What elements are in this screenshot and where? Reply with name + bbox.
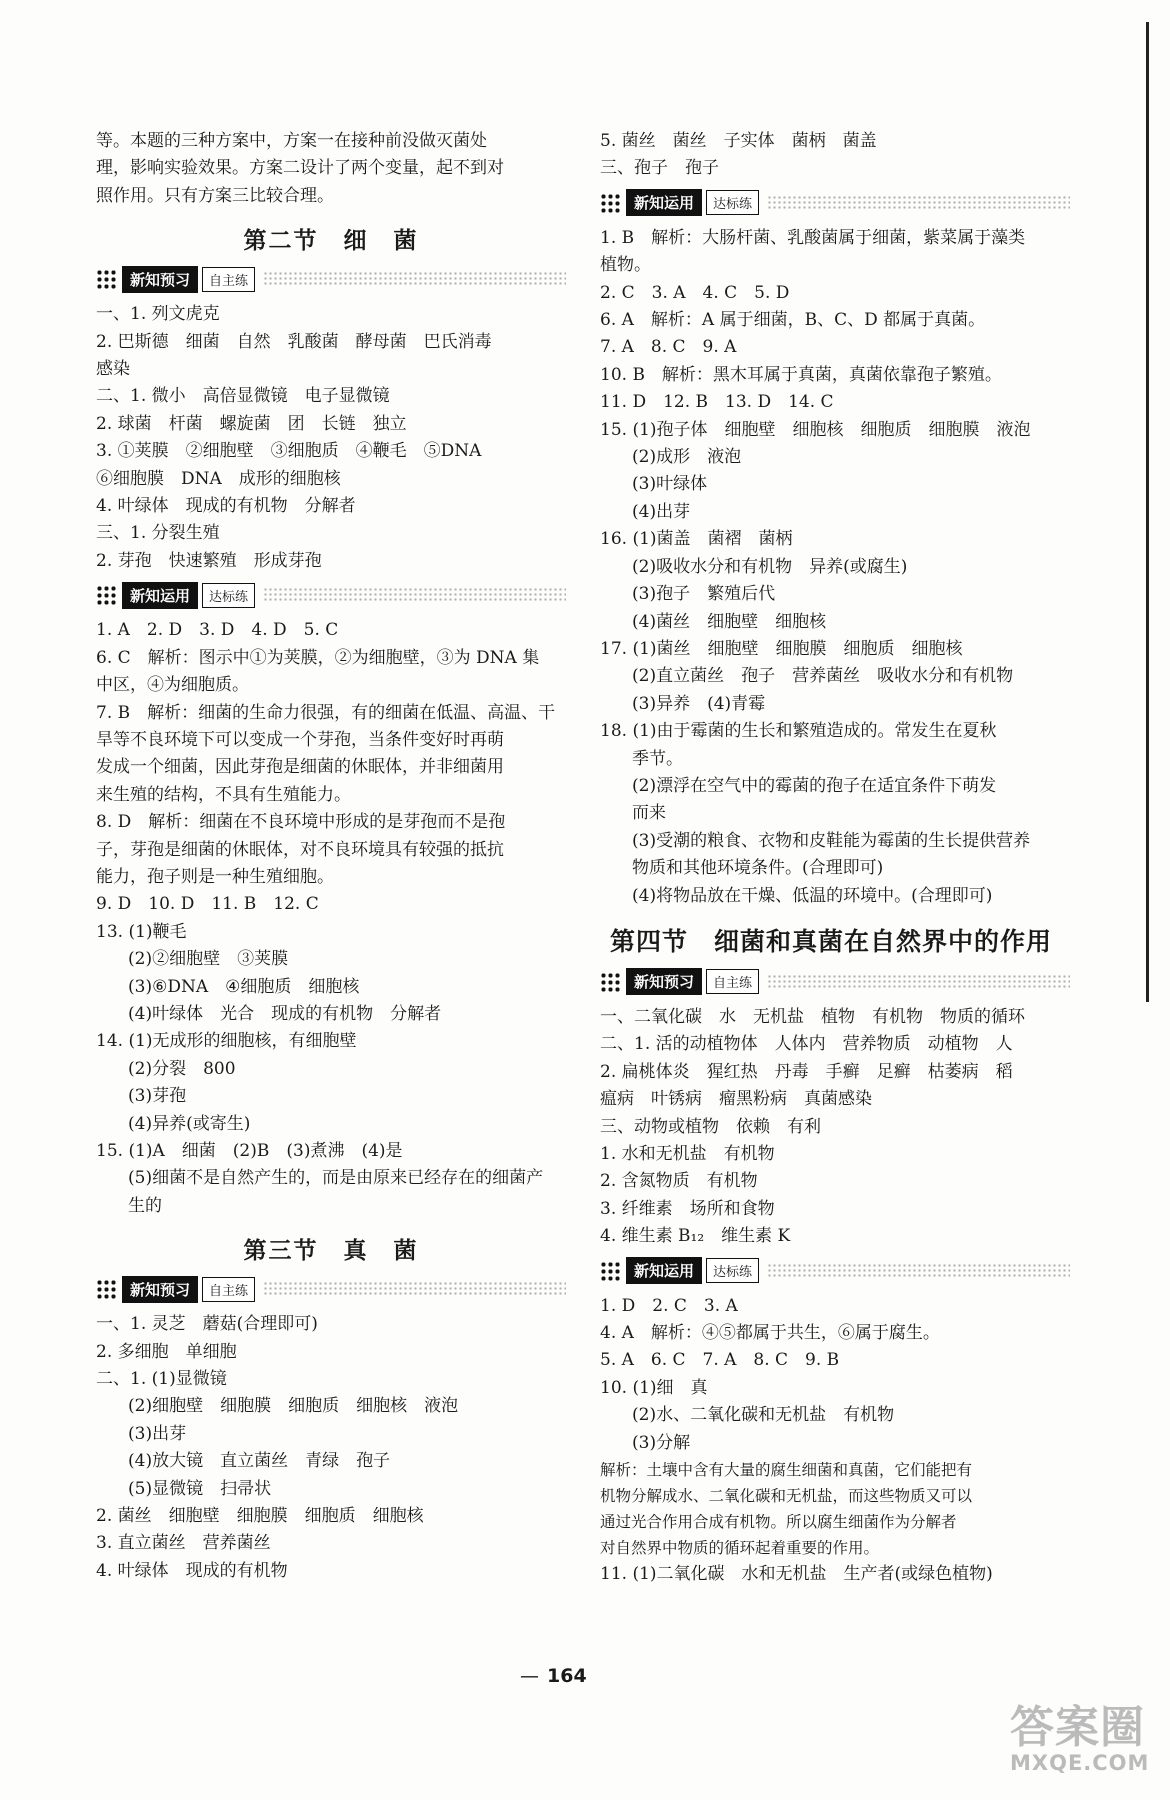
answer-line: 三、1. 分裂生殖 xyxy=(96,523,220,544)
watermark-top: 答案圈 xyxy=(1010,1702,1145,1753)
answer-line: 3. 纤维素 场所和食物 xyxy=(600,1198,775,1219)
banner-tag: 自主练 xyxy=(202,1277,255,1302)
answer-line: (5)细菌不是自然产生的，而是由原来已经存在的细菌产 xyxy=(128,1168,544,1189)
answer-line: 10. (1)细 真 xyxy=(600,1377,708,1398)
banner-label: 新知预习 xyxy=(122,266,198,293)
answer-line: (5)显微镜 扫帚状 xyxy=(128,1478,272,1499)
answer-line: 2. 扁桃体炎 猩红热 丹毒 手癣 足癣 枯萎病 稻 xyxy=(600,1061,1013,1082)
dot-grid-icon xyxy=(96,1279,116,1299)
banner-dots xyxy=(263,271,566,287)
answer-line: 15. (1)孢子体 细胞壁 细胞核 细胞质 细胞膜 液泡 xyxy=(600,419,1031,440)
answer-line: 二、1. 活的动植物体 人体内 营养物质 动植物 人 xyxy=(600,1034,1013,1055)
banner-tag: 达标练 xyxy=(202,583,255,608)
answer-line: (2)吸收水分和有机物 异养(或腐生) xyxy=(632,556,908,577)
answer-line: (2)分裂 800 xyxy=(128,1058,236,1079)
answer-line: 一、1. 列文虎克 xyxy=(96,304,220,325)
section-banner xyxy=(600,1257,1070,1285)
margin-rule xyxy=(1146,22,1149,1002)
answer-line: 4. 维生素 B₁₂ 维生素 K xyxy=(600,1226,791,1247)
answer-line: (3)异养 (4)青霉 xyxy=(632,693,766,714)
answer-line: (2)成形 液泡 xyxy=(632,447,742,468)
answer-line: 一、二氧化碳 水 无机盐 植物 有机物 物质的循环 xyxy=(600,1006,1025,1027)
answer-line: 11. D 12. B 13. D 14. C xyxy=(600,392,834,413)
watermark-bottom: MXQE.COM xyxy=(1010,1751,1150,1775)
answer-line: 14. (1)无成形的细胞核，有细胞壁 xyxy=(96,1031,357,1052)
banner-tag: 自主练 xyxy=(706,969,759,994)
answer-line: 子，芽孢是细菌的休眠体，对不良环境具有较强的抵抗 xyxy=(96,839,504,860)
answer-line: 旱等不良环境下可以变成一个芽孢，当条件变好时再萌 xyxy=(96,729,504,750)
answer-line: 理，影响实验效果。方案二设计了两个变量，起不到对 xyxy=(96,158,504,179)
section-banner xyxy=(600,189,1070,217)
banner-label: 新知预习 xyxy=(122,1276,198,1303)
section-title: 第四节 细菌和真菌在自然界中的作用 xyxy=(610,926,1053,956)
answer-line: 13. (1)鞭毛 xyxy=(96,921,187,942)
answer-line: 9. D 10. D 11. B 12. C xyxy=(96,894,319,915)
answer-line: (3)受潮的粮食、衣物和皮鞋能为霉菌的生长提供营养 xyxy=(632,830,1031,851)
answer-line: 植物。 xyxy=(600,255,651,276)
answer-line: 3. 直立菌丝 营养菌丝 xyxy=(96,1533,271,1554)
answer-line: 二、1. 微小 高倍显微镜 电子显微镜 xyxy=(96,386,390,407)
watermark-logo xyxy=(1010,1702,1160,1790)
answer-line: 通过光合作用合成有机物。所以腐生细菌作为分解者 xyxy=(600,1513,957,1532)
answer-line: (2)水、二氧化碳和无机盐 有机物 xyxy=(632,1405,895,1426)
answer-line: (2)直立菌丝 孢子 营养菌丝 吸收水分和有机物 xyxy=(632,666,1014,687)
answer-line: 一、1. 灵芝 蘑菇(合理即可) xyxy=(96,1314,318,1335)
banner-tag: 达标练 xyxy=(706,1258,759,1283)
answer-line: (4)将物品放在干燥、低温的环境中。(合理即可) xyxy=(632,885,993,906)
answer-line: 三、孢子 孢子 xyxy=(600,158,719,179)
answer-line: (3)分解 xyxy=(632,1432,691,1453)
answer-line: 4. 叶绿体 现成的有机物 分解者 xyxy=(96,496,356,517)
answer-line: (3)⑥DNA ④细胞质 细胞核 xyxy=(128,976,360,997)
answer-line: 而来 xyxy=(632,803,666,824)
answer-line: (4)出芽 xyxy=(632,501,691,522)
answer-line: 生的 xyxy=(128,1195,162,1216)
answer-line: (3)孢子 繁殖后代 xyxy=(632,584,776,605)
answer-line: 感染 xyxy=(96,359,130,380)
section-title: 第二节 细 菌 xyxy=(243,228,419,255)
answer-line: 8. D 解析：细菌在不良环境中形成的是芽孢而不是孢 xyxy=(96,812,506,833)
answer-line: (2)②细胞壁 ③荚膜 xyxy=(128,949,289,970)
dot-grid-icon xyxy=(600,193,620,213)
answer-line: 17. (1)菌丝 细胞壁 细胞膜 细胞质 细胞核 xyxy=(600,638,963,659)
answer-line: 5. 菌丝 菌丝 子实体 菌柄 菌盖 xyxy=(600,131,877,151)
answer-line: (3)叶绿体 xyxy=(632,474,708,495)
banner-dots xyxy=(263,587,566,603)
dot-grid-icon xyxy=(600,972,620,992)
section-title: 第三节 真 菌 xyxy=(243,1238,419,1265)
answer-line: (2)漂浮在空气中的霉菌的孢子在适宜条件下萌发 xyxy=(632,775,997,796)
answer-line: 6. C 解析：图示中①为荚膜，②为细胞壁，③为 DNA 集 xyxy=(96,647,540,668)
answer-line: 2. 多细胞 单细胞 xyxy=(96,1341,237,1362)
answer-line: 1. A 2. D 3. D 4. D 5. C xyxy=(96,620,339,641)
answer-line: 10. B 解析：黑木耳属于真菌，真菌依靠孢子繁殖。 xyxy=(600,364,1002,385)
answer-line: (4)放大镜 直立菌丝 青绿 孢子 xyxy=(128,1451,391,1472)
dot-grid-icon xyxy=(96,585,116,605)
dot-grid-icon xyxy=(600,1261,620,1281)
answer-line: (4)叶绿体 光合 现成的有机物 分解者 xyxy=(128,1003,442,1024)
answer-line: 6. A 解析：A 属于细菌，B、C、D 都属于真菌。 xyxy=(600,310,986,331)
answer-line: (4)菌丝 细胞壁 细胞核 xyxy=(632,611,827,632)
answer-line: 2. 巴斯德 细菌 自然 乳酸菌 酵母菌 巴氏消毒 xyxy=(96,331,492,352)
answer-line: (2)细胞壁 细胞膜 细胞质 细胞核 液泡 xyxy=(128,1396,459,1417)
answer-line: 二、1. (1)显微镜 xyxy=(96,1369,227,1390)
answer-line: 2. 含氮物质 有机物 xyxy=(600,1171,758,1192)
answer-line: 11. (1)二氧化碳 水和无机盐 生产者(或绿色植物) xyxy=(600,1564,993,1585)
answer-line: 1. D 2. C 3. A xyxy=(600,1295,738,1316)
page-number-text: 164 xyxy=(547,1665,587,1687)
answer-line: 物质和其他环境条件。(合理即可) xyxy=(632,858,884,879)
answer-line: 2. 菌丝 细胞壁 细胞膜 细胞质 细胞核 xyxy=(96,1506,424,1527)
banner-label: 新知运用 xyxy=(626,1257,702,1284)
answer-line: 机物分解成水、二氧化碳和无机盐，而这些物质又可以 xyxy=(600,1487,973,1506)
answer-line: 中区，④为细胞质。 xyxy=(96,675,249,696)
answer-line: 三、动物或植物 依赖 有利 xyxy=(600,1116,821,1137)
answer-line: 2. C 3. A 4. C 5. D xyxy=(600,282,790,303)
answer-line: 5. A 6. C 7. A 8. C 9. B xyxy=(600,1350,840,1371)
banner-label: 新知预习 xyxy=(626,968,702,995)
answer-line: 照作用。只有方案三比较合理。 xyxy=(96,185,334,206)
answer-line: 4. 叶绿体 现成的有机物 xyxy=(96,1560,288,1581)
answer-line: 15. (1)A 细菌 (2)B (3)煮沸 (4)是 xyxy=(96,1141,403,1161)
banner-label: 新知运用 xyxy=(122,582,198,609)
banner-dots xyxy=(767,1263,1070,1279)
answer-line: 3. ①荚膜 ②细胞壁 ③细胞质 ④鞭毛 ⑤DNA xyxy=(96,441,482,462)
answer-line: 季节。 xyxy=(632,748,683,769)
banner-tag: 达标练 xyxy=(706,190,759,215)
section-banner xyxy=(600,968,1070,996)
answer-line: 等。本题的三种方案中，方案一在接种前没做灭菌处 xyxy=(96,131,487,151)
banner-dots xyxy=(263,1281,566,1297)
answer-line: 来生殖的结构，不具有生殖能力。 xyxy=(96,784,351,805)
answer-line: ⑥细胞膜 DNA 成形的细胞核 xyxy=(96,468,341,489)
dot-grid-icon xyxy=(96,269,116,289)
answer-line: 对自然界中物质的循环起着重要的作用。 xyxy=(600,1539,880,1558)
left-column xyxy=(96,128,566,1585)
section-banner xyxy=(96,1275,566,1303)
section-banner xyxy=(96,265,566,293)
answer-line: 能力，孢子则是一种生殖细胞。 xyxy=(96,866,334,887)
answer-line: 发成一个细菌，因此芽孢是细菌的休眠体，并非细菌用 xyxy=(96,757,504,778)
answer-line: 18. (1)由于霉菌的生长和繁殖造成的。常发生在夏秋 xyxy=(600,721,997,742)
answer-line: 4. A 解析：④⑤都属于共生，⑥属于腐生。 xyxy=(600,1323,940,1344)
banner-label: 新知运用 xyxy=(626,189,702,216)
answer-line: (3)出芽 xyxy=(128,1423,187,1444)
answer-line: 7. B 解析：细菌的生命力很强，有的细菌在低温、高温、干 xyxy=(96,702,556,723)
banner-tag: 自主练 xyxy=(202,267,255,292)
answer-line: 16. (1)菌盖 菌褶 菌柄 xyxy=(600,529,793,550)
answer-line: 瘟病 叶锈病 瘤黑粉病 真菌感染 xyxy=(600,1089,872,1110)
answer-line: 2. 芽孢 快速繁殖 形成芽孢 xyxy=(96,550,322,571)
answer-line: 2. 球菌 杆菌 螺旋菌 团 长链 独立 xyxy=(96,413,407,434)
answer-line: 1. 水和无机盐 有机物 xyxy=(600,1144,775,1164)
section-banner xyxy=(96,581,566,609)
answer-line: (4)异养(或寄生) xyxy=(128,1113,251,1134)
answer-line: 1. B 解析：大肠杆菌、乳酸菌属于细菌，紫菜属于藻类 xyxy=(600,227,1026,248)
answer-line: (3)芽孢 xyxy=(128,1086,187,1107)
answer-line: 7. A 8. C 9. A xyxy=(600,337,737,358)
right-column xyxy=(600,128,1070,1588)
page-number: — 164 xyxy=(520,1665,587,1687)
banner-dots xyxy=(767,974,1070,990)
answer-line: 解析：土壤中含有大量的腐生细菌和真菌，它们能把有 xyxy=(600,1461,973,1480)
banner-dots xyxy=(767,195,1070,211)
